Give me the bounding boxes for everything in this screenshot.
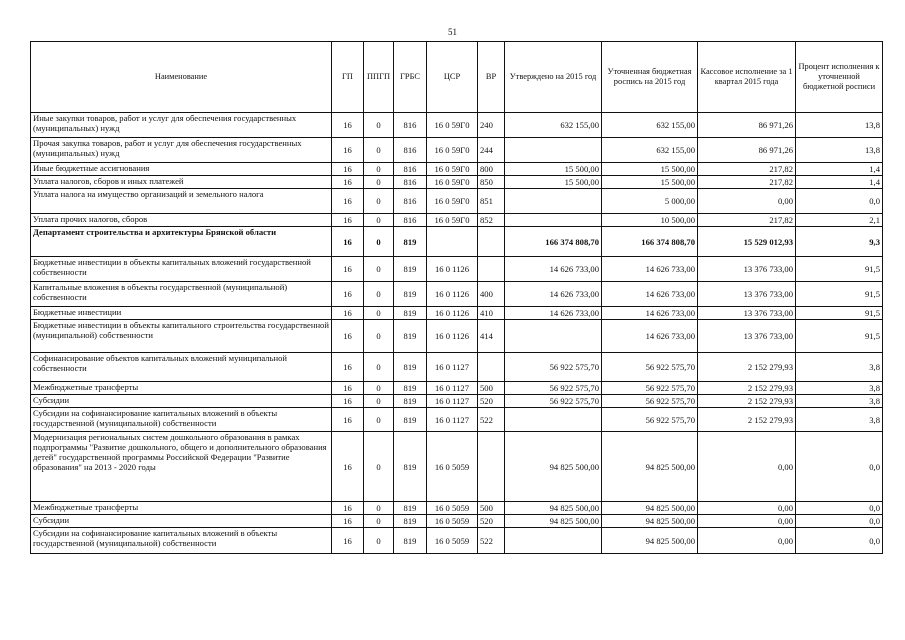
csr-cell: 16 0 1127 [427,353,478,382]
vr-cell: 414 [478,320,505,353]
vr-cell [478,432,505,502]
percent-cell: 91,5 [796,282,883,307]
name-cell: Бюджетные инвестиции в объекты капитального строительства государственной (муниципальной) собственности [31,320,332,353]
revised-cell: 10 500,00 [602,214,698,227]
approved-cell: 15 500,00 [505,176,602,189]
revised-cell: 15 500,00 [602,163,698,176]
vr-cell: 520 [478,515,505,528]
ppgp-cell: 0 [364,113,394,138]
percent-cell: 0,0 [796,189,883,214]
approved-cell: 632 155,00 [505,113,602,138]
col-header-revised: Уточненная бюджетная роспись на 2015 год [602,42,698,113]
revised-cell: 94 825 500,00 [602,502,698,515]
csr-cell: 16 0 1126 [427,320,478,353]
executed-cell: 0,00 [698,515,796,528]
name-cell: Департамент строительства и архитектуры Брянской области [31,227,332,257]
vr-cell [478,353,505,382]
vr-cell: 500 [478,502,505,515]
revised-cell: 14 626 733,00 [602,257,698,282]
vr-cell: 851 [478,189,505,214]
name-cell: Межбюджетные трансферты [31,382,332,395]
vr-cell: 244 [478,138,505,163]
vr-cell [478,257,505,282]
approved-cell [505,214,602,227]
table-row [31,138,883,163]
name-cell: Уплата налогов, сборов и иных платежей [31,176,332,189]
vr-cell: 400 [478,282,505,307]
percent-cell: 91,5 [796,320,883,353]
table-header [31,42,883,113]
gp-cell: 16 [332,528,364,554]
name-cell: Прочая закупка товаров, работ и услуг для обеспечения государственных (муниципальных) нужд [31,138,332,163]
ppgp-cell: 0 [364,432,394,502]
col-header-grbs: ГРБС [394,42,427,113]
col-header-approved: Утверждено на 2015 год [505,42,602,113]
revised-cell: 632 155,00 [602,113,698,138]
table-row [31,257,883,282]
name-cell: Модернизация региональных систем дошкольного образования в рамках подпрограммы "Развитие дошкольного, общего и дополнительного образования детей" государственной программы Российской Федерации "Развитие образования" на 2013 - 2020 годы [31,432,332,502]
approved-cell: 56 922 575,70 [505,353,602,382]
csr-cell: 16 0 5059 [427,502,478,515]
executed-cell: 217,82 [698,176,796,189]
gp-cell: 16 [332,214,364,227]
header-row [31,42,883,113]
ppgp-cell: 0 [364,353,394,382]
executed-cell: 2 152 279,93 [698,382,796,395]
executed-cell: 0,00 [698,528,796,554]
ppgp-cell: 0 [364,189,394,214]
ppgp-cell: 0 [364,408,394,432]
name-cell: Бюджетные инвестиции [31,307,332,320]
table-row [31,432,883,502]
revised-cell: 94 825 500,00 [602,432,698,502]
ppgp-cell: 0 [364,163,394,176]
revised-cell: 94 825 500,00 [602,528,698,554]
col-header-percent: Процент исполнения к уточненной бюджетной росписи [796,42,883,113]
approved-cell: 15 500,00 [505,163,602,176]
gp-cell: 16 [332,408,364,432]
gp-cell: 16 [332,113,364,138]
executed-cell: 13 376 733,00 [698,307,796,320]
col-header-executed: Кассовое исполнение за 1 квартал 2015 года [698,42,796,113]
ppgp-cell: 0 [364,502,394,515]
col-header-ppgp: ППГП [364,42,394,113]
gp-cell: 16 [332,257,364,282]
table-row [31,307,883,320]
page-number: 51 [448,27,457,37]
executed-cell: 2 152 279,93 [698,353,796,382]
percent-cell: 2,1 [796,214,883,227]
ppgp-cell: 0 [364,138,394,163]
table-row [31,408,883,432]
percent-cell: 3,8 [796,382,883,395]
gp-cell: 16 [332,138,364,163]
percent-cell: 1,4 [796,163,883,176]
col-header-vr: ВР [478,42,505,113]
name-cell: Капитальные вложения в объекты государственной (муниципальной) собственности [31,282,332,307]
executed-cell: 2 152 279,93 [698,395,796,408]
gp-cell: 16 [332,163,364,176]
grbs-cell: 819 [394,408,427,432]
ppgp-cell: 0 [364,282,394,307]
percent-cell: 9,3 [796,227,883,257]
executed-cell: 13 376 733,00 [698,282,796,307]
executed-cell: 0,00 [698,502,796,515]
approved-cell: 94 825 500,00 [505,502,602,515]
executed-cell: 86 971,26 [698,138,796,163]
name-cell: Межбюджетные трансферты [31,502,332,515]
name-cell: Субсидии [31,515,332,528]
vr-cell: 850 [478,176,505,189]
executed-cell: 13 376 733,00 [698,257,796,282]
gp-cell: 16 [332,432,364,502]
grbs-cell: 816 [394,138,427,163]
name-cell: Софинансирование объектов капитальных вложений муниципальной собственности [31,353,332,382]
percent-cell: 1,4 [796,176,883,189]
percent-cell: 3,8 [796,395,883,408]
ppgp-cell: 0 [364,395,394,408]
table-row [31,227,883,257]
percent-cell: 3,8 [796,408,883,432]
revised-cell: 14 626 733,00 [602,307,698,320]
csr-cell: 16 0 5059 [427,528,478,554]
executed-cell: 217,82 [698,163,796,176]
percent-cell: 0,0 [796,502,883,515]
grbs-cell: 816 [394,214,427,227]
csr-cell: 16 0 1126 [427,257,478,282]
col-header-csr: ЦСР [427,42,478,113]
vr-cell: 852 [478,214,505,227]
ppgp-cell: 0 [364,528,394,554]
ppgp-cell: 0 [364,214,394,227]
ppgp-cell: 0 [364,227,394,257]
table-row [31,214,883,227]
table-row [31,189,883,214]
percent-cell: 0,0 [796,432,883,502]
ppgp-cell: 0 [364,382,394,395]
csr-cell [427,227,478,257]
percent-cell: 13,8 [796,138,883,163]
vr-cell: 522 [478,408,505,432]
percent-cell: 3,8 [796,353,883,382]
table-row [31,382,883,395]
grbs-cell: 816 [394,176,427,189]
table-row [31,395,883,408]
grbs-cell: 819 [394,432,427,502]
vr-cell: 410 [478,307,505,320]
grbs-cell: 819 [394,282,427,307]
ppgp-cell: 0 [364,320,394,353]
revised-cell: 15 500,00 [602,176,698,189]
gp-cell: 16 [332,320,364,353]
grbs-cell: 819 [394,320,427,353]
executed-cell: 0,00 [698,189,796,214]
col-header-gp: ГП [332,42,364,113]
name-cell: Иные закупки товаров, работ и услуг для обеспечения государственных (муниципальных) нужд [31,113,332,138]
csr-cell: 16 0 5059 [427,515,478,528]
grbs-cell: 819 [394,528,427,554]
csr-cell: 16 0 59Г0 [427,189,478,214]
ppgp-cell: 0 [364,515,394,528]
vr-cell: 240 [478,113,505,138]
grbs-cell: 819 [394,353,427,382]
approved-cell [505,138,602,163]
revised-cell: 56 922 575,70 [602,395,698,408]
approved-cell: 94 825 500,00 [505,432,602,502]
csr-cell: 16 0 1127 [427,408,478,432]
gp-cell: 16 [332,395,364,408]
gp-cell: 16 [332,307,364,320]
name-cell: Бюджетные инвестиции в объекты капитальных вложений государственной собственности [31,257,332,282]
percent-cell: 91,5 [796,257,883,282]
name-cell: Субсидии [31,395,332,408]
csr-cell: 16 0 1126 [427,307,478,320]
approved-cell: 166 374 808,70 [505,227,602,257]
vr-cell: 500 [478,382,505,395]
gp-cell: 16 [332,227,364,257]
table-row [31,528,883,554]
executed-cell: 15 529 012,93 [698,227,796,257]
table-row [31,163,883,176]
csr-cell: 16 0 59Г0 [427,176,478,189]
revised-cell: 94 825 500,00 [602,515,698,528]
csr-cell: 16 0 59Г0 [427,163,478,176]
grbs-cell: 816 [394,113,427,138]
approved-cell: 56 922 575,70 [505,395,602,408]
executed-cell: 13 376 733,00 [698,320,796,353]
csr-cell: 16 0 1126 [427,282,478,307]
revised-cell: 166 374 808,70 [602,227,698,257]
ppgp-cell: 0 [364,257,394,282]
csr-cell: 16 0 1127 [427,395,478,408]
budget-table [30,41,883,554]
grbs-cell: 819 [394,257,427,282]
approved-cell [505,408,602,432]
percent-cell: 0,0 [796,515,883,528]
gp-cell: 16 [332,282,364,307]
gp-cell: 16 [332,353,364,382]
approved-cell: 94 825 500,00 [505,515,602,528]
approved-cell [505,320,602,353]
ppgp-cell: 0 [364,307,394,320]
table-row [31,282,883,307]
table-row [31,515,883,528]
name-cell: Уплата налога на имущество организаций и земельного налога [31,189,332,214]
revised-cell: 56 922 575,70 [602,408,698,432]
vr-cell: 800 [478,163,505,176]
csr-cell: 16 0 1127 [427,382,478,395]
name-cell: Субсидии на софинансирование капитальных вложений в объекты государственной (муниципальной) собственности [31,528,332,554]
table-row [31,113,883,138]
vr-cell [478,227,505,257]
vr-cell: 520 [478,395,505,408]
gp-cell: 16 [332,382,364,395]
percent-cell: 13,8 [796,113,883,138]
approved-cell: 14 626 733,00 [505,282,602,307]
table-row [31,176,883,189]
name-cell: Иные бюджетные ассигнования [31,163,332,176]
grbs-cell: 816 [394,163,427,176]
executed-cell: 86 971,26 [698,113,796,138]
revised-cell: 56 922 575,70 [602,353,698,382]
approved-cell: 14 626 733,00 [505,257,602,282]
approved-cell: 56 922 575,70 [505,382,602,395]
col-header-name: Наименование [31,42,332,113]
grbs-cell: 819 [394,502,427,515]
revised-cell: 5 000,00 [602,189,698,214]
csr-cell: 16 0 59Г0 [427,113,478,138]
revised-cell: 14 626 733,00 [602,282,698,307]
percent-cell: 91,5 [796,307,883,320]
csr-cell: 16 0 5059 [427,432,478,502]
csr-cell: 16 0 59Г0 [427,138,478,163]
vr-cell: 522 [478,528,505,554]
gp-cell: 16 [332,515,364,528]
approved-cell [505,189,602,214]
grbs-cell: 816 [394,189,427,214]
revised-cell: 632 155,00 [602,138,698,163]
revised-cell: 56 922 575,70 [602,382,698,395]
grbs-cell: 819 [394,395,427,408]
table-row [31,320,883,353]
executed-cell: 217,82 [698,214,796,227]
name-cell: Субсидии на софинансирование капитальных вложений в объекты государственной (муниципальной) собственности [31,408,332,432]
grbs-cell: 819 [394,382,427,395]
table-body [31,113,883,554]
gp-cell: 16 [332,502,364,515]
grbs-cell: 819 [394,515,427,528]
name-cell: Уплата прочих налогов, сборов [31,214,332,227]
gp-cell: 16 [332,189,364,214]
grbs-cell: 819 [394,307,427,320]
gp-cell: 16 [332,176,364,189]
ppgp-cell: 0 [364,176,394,189]
grbs-cell: 819 [394,227,427,257]
table-row [31,502,883,515]
executed-cell: 0,00 [698,432,796,502]
executed-cell: 2 152 279,93 [698,408,796,432]
approved-cell: 14 626 733,00 [505,307,602,320]
table-row [31,353,883,382]
approved-cell [505,528,602,554]
revised-cell: 14 626 733,00 [602,320,698,353]
csr-cell: 16 0 59Г0 [427,214,478,227]
percent-cell: 0,0 [796,528,883,554]
